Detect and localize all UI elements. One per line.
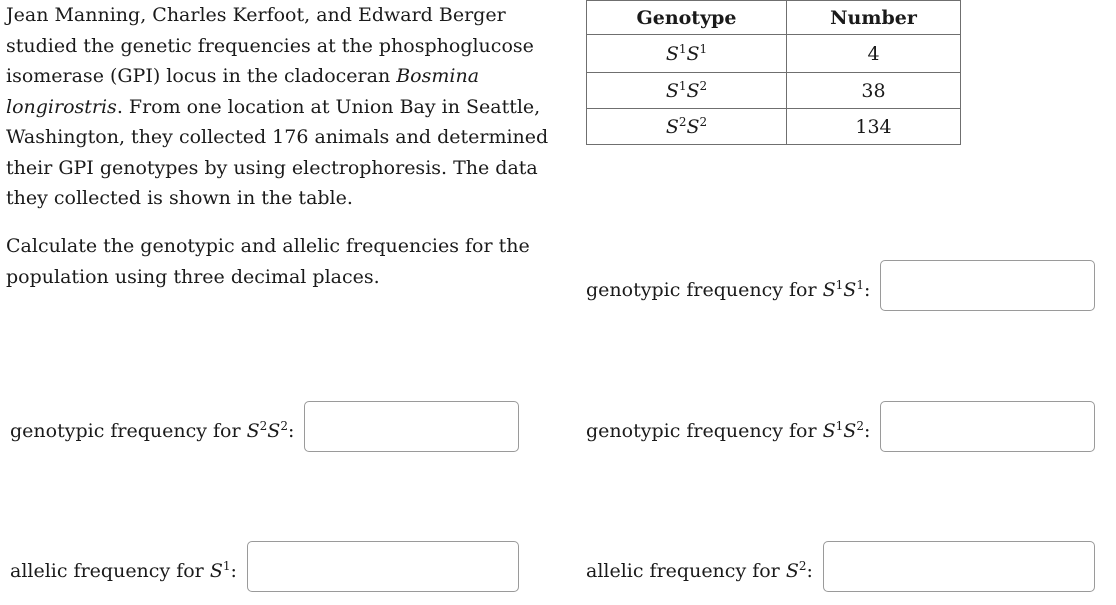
number-cell: 4 — [787, 35, 961, 73]
s2-allelic-label: allelic frequency for $S^2$: — [586, 559, 813, 582]
s1-allelic-label: allelic frequency for $S^1$: — [10, 559, 237, 582]
number-cell: 134 — [787, 109, 961, 145]
s1s1-genotypic-label: genotypic frequency for $S^1S^1$: — [586, 278, 871, 301]
number-header: Number — [787, 1, 961, 35]
genotype-cell: $S^1S^2$ — [587, 73, 787, 109]
instructions: Calculate the genotypic and allelic frequencies for the population using three decimal places. — [6, 235, 530, 288]
s2-allelic-input[interactable] — [823, 541, 1095, 592]
table-row — [587, 109, 961, 145]
intro-text-1: Jean Manning, Charles Kerfoot, and Edward Berger studied the genetic frequencies at the phosphoglucose isomerase (GPI) locus in the cladoceran — [6, 4, 534, 87]
genotype-header: Genotype — [587, 1, 787, 35]
problem-description — [6, 0, 566, 214]
s1s2-genotypic-label: genotypic frequency for $S^1S^2$: — [586, 419, 871, 442]
s2s2-genotypic-label: genotypic frequency for $S^2S^2$: — [10, 419, 295, 442]
table-row — [587, 35, 961, 73]
table-row — [587, 73, 961, 109]
number-cell: 38 — [787, 73, 961, 109]
s2s2-genotypic-input[interactable] — [304, 401, 519, 452]
genotype-cell: $S^1S^1$ — [587, 35, 787, 73]
genotype-table — [586, 0, 961, 145]
s1-allelic-input[interactable] — [247, 541, 519, 592]
intro-text-2: . From one location at Union Bay in Seattle, Washington, they collected 176 animals and determined their GPI genotypes by using electrophoresis. The data they collected is shown in the table. — [6, 95, 549, 209]
s1s1-genotypic-input[interactable] — [880, 260, 1095, 311]
s1s2-genotypic-input[interactable] — [880, 401, 1095, 452]
species-name: Bosmina longirostris — [6, 65, 480, 118]
genotype-cell: $S^2S^2$ — [587, 109, 787, 145]
